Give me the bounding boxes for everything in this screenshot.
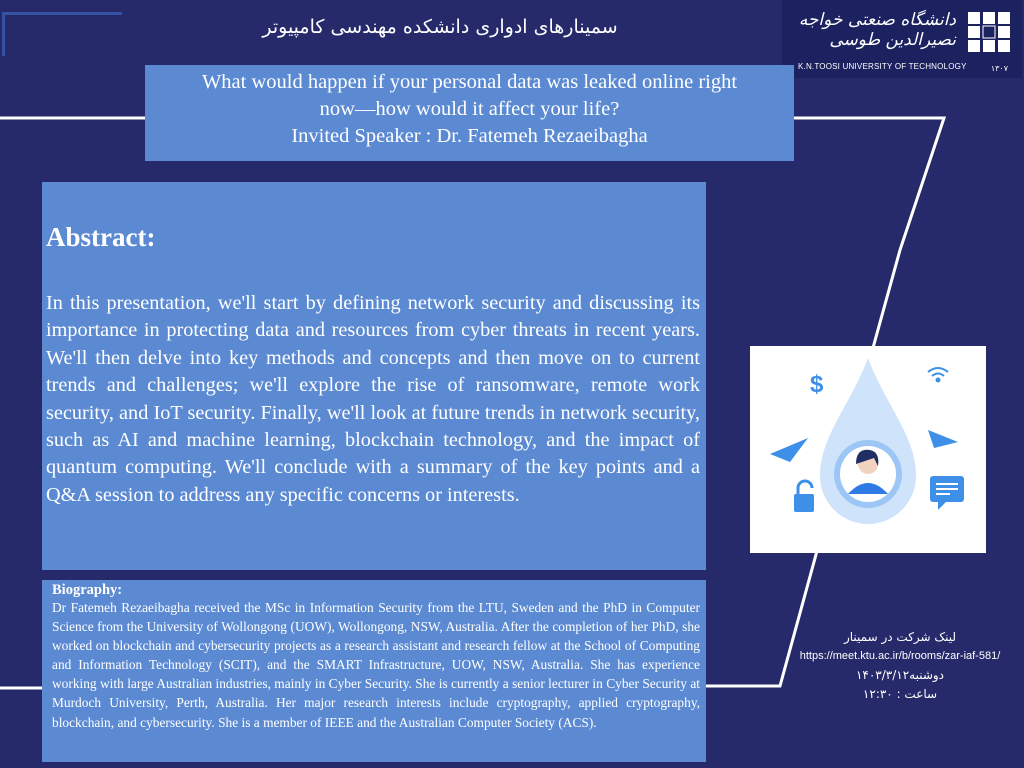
meeting-link[interactable]: https://meet.ktu.ac.ir/b/rooms/zar-iaf-581/: [799, 650, 1001, 662]
logo-year: ۱۳۰۷: [990, 64, 1008, 73]
speaker-line: Invited Speaker : Dr. Fatemeh Rezaeibagha: [291, 125, 648, 147]
university-logo: [782, 0, 1022, 78]
biography-panel: [42, 580, 706, 762]
chat-icon: [930, 476, 964, 510]
event-info: [780, 628, 1020, 704]
user-shield-icon: [834, 440, 902, 508]
abstract-body: In this presentation, we'll start by defining network security and discussing its importance in protecting data and resources from cyber threats in recent years. We'll then delve into key methods and concepts and then move on to current trends and challenges; we'll explore the rise of ransomware, remote work security, and IoT security. Finally, we'll look at future trends in network security, such as AI and machine learning, blockchain technology, and the impact of quantum computing. We'll conclude with a summary of the key points and a Q&A session to address any specific concerns or interests.: [46, 292, 700, 506]
security-illustration: [750, 346, 986, 553]
paper-plane-icon: [770, 438, 808, 462]
paper-plane-icon-right: [928, 430, 958, 448]
biography-heading: Biography:: [52, 582, 123, 598]
dollar-icon: $: [810, 371, 824, 398]
link-label: لینک شرکت در سمینار: [843, 630, 957, 644]
abstract-panel: [42, 182, 706, 570]
logo-english-name: K.N.TOOSI UNIVERSITY OF TECHNOLOGY: [798, 62, 967, 71]
biography-body: Dr Fatemeh Rezaeibagha received the MSc in Information Security from the LTU, Sweden and the PhD in Computer Science from the University of Wollongong (UOW), Wollongong, NSW, Australia. After the completion of her PhD, she worked on blockchain and cybersecurity projects as a research assistant and research fellow at the School of Computing and Information Technology (SCIT), and the SMART Infrastructure, UOW, NSW, Australia. She has experience working with large Australian industries, mainly in Cyber Security. She is currently a senior lecturer in Cyber Security at Murdoch University, Perth, Australia. Her major research interests include cryptography, applied cryptography, blockchain, and cybersecurity. She is a member of IEEE and the Australian Computer Society (ACS).: [52, 600, 700, 730]
logo-persian-name: دانشگاه صنعتی خواجه نصیرالدین طوسی: [798, 10, 956, 50]
university-emblem-icon: [964, 8, 1014, 54]
abstract-heading: Abstract:: [46, 222, 156, 252]
talk-question-line2: now—how would it affect your life?: [319, 98, 620, 120]
corner-accent: [2, 12, 122, 56]
series-title: سمینارهای ادواری دانشکده مهندسی کامپیوتر: [262, 16, 618, 38]
talk-question-line1: What would happen if your personal data was leaked online right: [201, 71, 738, 93]
event-date: دوشنبه۱۴۰۳/۳/۱۲: [855, 668, 945, 682]
talk-title-box: [145, 65, 794, 161]
wifi-icon: [928, 368, 948, 382]
padlock-icon: [794, 481, 814, 512]
event-time: ساعت : ۱۲:۳۰: [862, 687, 938, 701]
